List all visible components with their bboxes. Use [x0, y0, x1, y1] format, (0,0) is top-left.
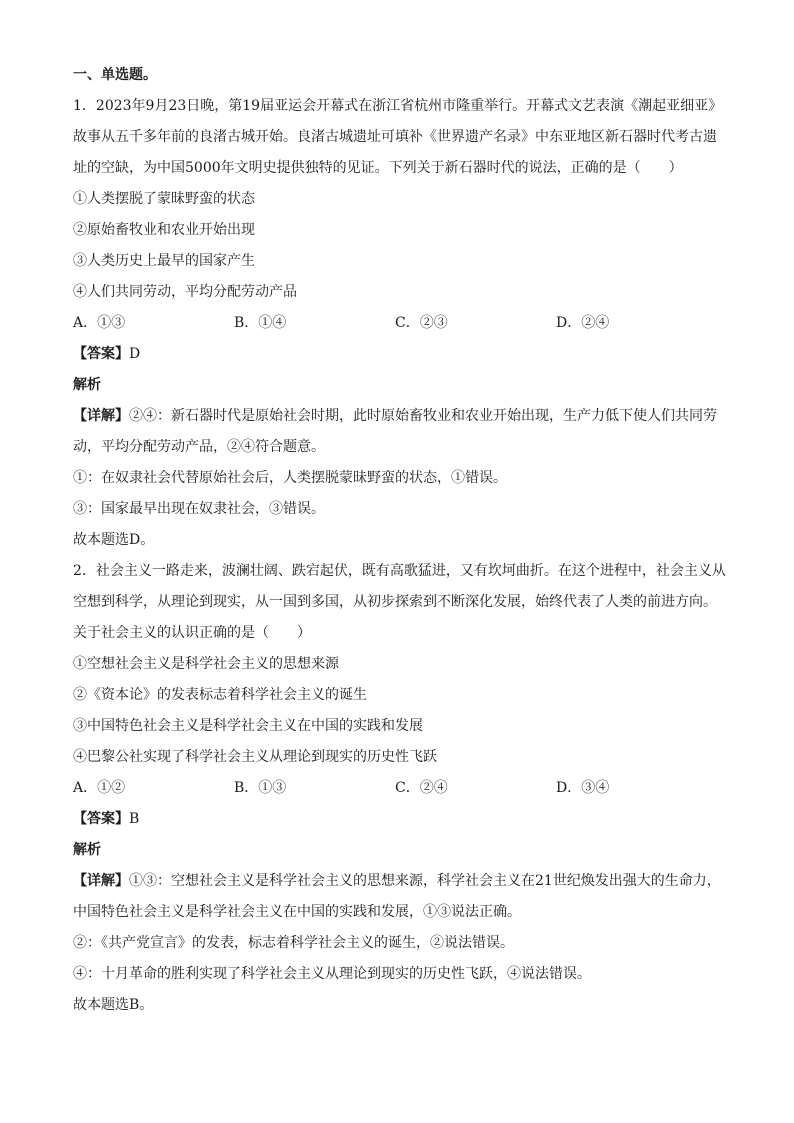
q2-options	[73, 773, 733, 804]
answer-label: 【答案】	[73, 811, 129, 827]
q2-stem-line-2: 空想到科学，从理论到现实，从一国到多国，从初步探索到不断深化发展，始终代表了人类的前进方向。	[73, 594, 717, 610]
q2-detail-line-1: 【详解】①③：空想社会主义是科学社会主义的思想来源，科学社会主义在21世纪焕发出强大的生命力，	[73, 873, 721, 889]
answer-label: 【答案】	[73, 346, 129, 362]
detail-label: 【详解】	[73, 873, 129, 889]
section-title: 一、单选题。	[73, 67, 157, 83]
q1-option-d: D．②④	[556, 315, 610, 331]
q1-stem-line-3: 址的空缺，为中国5000年文明史提供独特的见证。下列关于新石器时代的说法，正确的是（ ）	[73, 160, 683, 176]
document-page	[73, 60, 733, 1021]
q1-option-a: A．①③	[73, 315, 126, 331]
q2-option-b: B．①③	[234, 780, 287, 796]
q2-option-d: D．③④	[556, 780, 610, 796]
q2-stem-line-1: 2．社会主义一路走来，波澜壮阔、跌宕起伏，既有高歌猛进，又有坎坷曲折。在这个进程中，社会主义从	[73, 563, 726, 579]
q1-answer	[73, 339, 733, 370]
q1-detail-line-5: 故本题选D。	[73, 532, 155, 548]
q1-option-c: C．②③	[395, 315, 448, 331]
q1-detail-line-1: 【详解】②④：新石器时代是原始社会时期，此时原始畜牧业和农业开始出现，生产力低下使人们共同劳	[73, 408, 717, 424]
q2-statement-1: ①空想社会主义是科学社会主义的思想来源	[73, 656, 339, 672]
q1-statement-4: ④人们共同劳动，平均分配劳动产品	[73, 284, 297, 300]
q1-options	[73, 308, 733, 339]
q2-answer	[73, 804, 733, 835]
q2-statement-2: ②《资本论》的发表标志着科学社会主义的诞生	[73, 687, 367, 703]
q2-detail-line-3: ②：《共产党宣言》的发表，标志着科学社会主义的诞生，②说法错误。	[73, 935, 514, 951]
q1-detail-line-3: ①：在奴隶社会代替原始社会后，人类摆脱蒙昧野蛮的状态，①错误。	[73, 470, 507, 486]
q2-option-c: C．②④	[395, 780, 448, 796]
question-2	[73, 556, 733, 1021]
q1-statement-3: ③人类历史上最早的国家产生	[73, 253, 255, 269]
q2-stem-line-3: 关于社会主义的认识正确的是（ ）	[73, 625, 311, 641]
q2-detail-line-2: 中国特色社会主义是科学社会主义在中国的实践和发展，①③说法正确。	[73, 904, 521, 920]
q1-stem-line-2: 故事从五千多年前的良渚古城开始。良渚古城遗址可填补《世界遗产名录》中东亚地区新石器时代考古遗	[73, 129, 717, 145]
answer-value: D	[129, 346, 141, 362]
q2-analysis-label: 解析	[73, 842, 101, 858]
question-1	[73, 91, 733, 556]
q1-statement-1: ①人类摆脱了蒙昧野蛮的状态	[73, 191, 255, 207]
q1-detail-line-2: 动，平均分配劳动产品，②④符合题意。	[73, 439, 325, 455]
q2-option-a: A．①②	[73, 780, 126, 796]
q2-detail-line-5: 故本题选B。	[73, 997, 154, 1013]
q2-statement-3: ③中国特色社会主义是科学社会主义在中国的实践和发展	[73, 718, 423, 734]
q2-statement-4: ④巴黎公社实现了科学社会主义从理论到现实的历史性飞跃	[73, 749, 437, 765]
q1-stem-line-1: 1．2023年9月23日晚，第19届亚运会开幕式在浙江省杭州市隆重举行。开幕式文艺表演《潮起亚细亚》	[73, 98, 723, 114]
q1-detail-line-4: ③：国家最早出现在奴隶社会，③错误。	[73, 501, 325, 517]
q1-option-b: B．①④	[234, 315, 287, 331]
detail-label: 【详解】	[73, 408, 129, 424]
q2-detail-line-4: ④：十月革命的胜利实现了科学社会主义从理论到现实的历史性飞跃，④说法错误。	[73, 966, 591, 982]
answer-value: B	[129, 811, 140, 827]
q1-analysis-label: 解析	[73, 377, 101, 393]
q1-statement-2: ②原始畜牧业和农业开始出现	[73, 222, 255, 238]
